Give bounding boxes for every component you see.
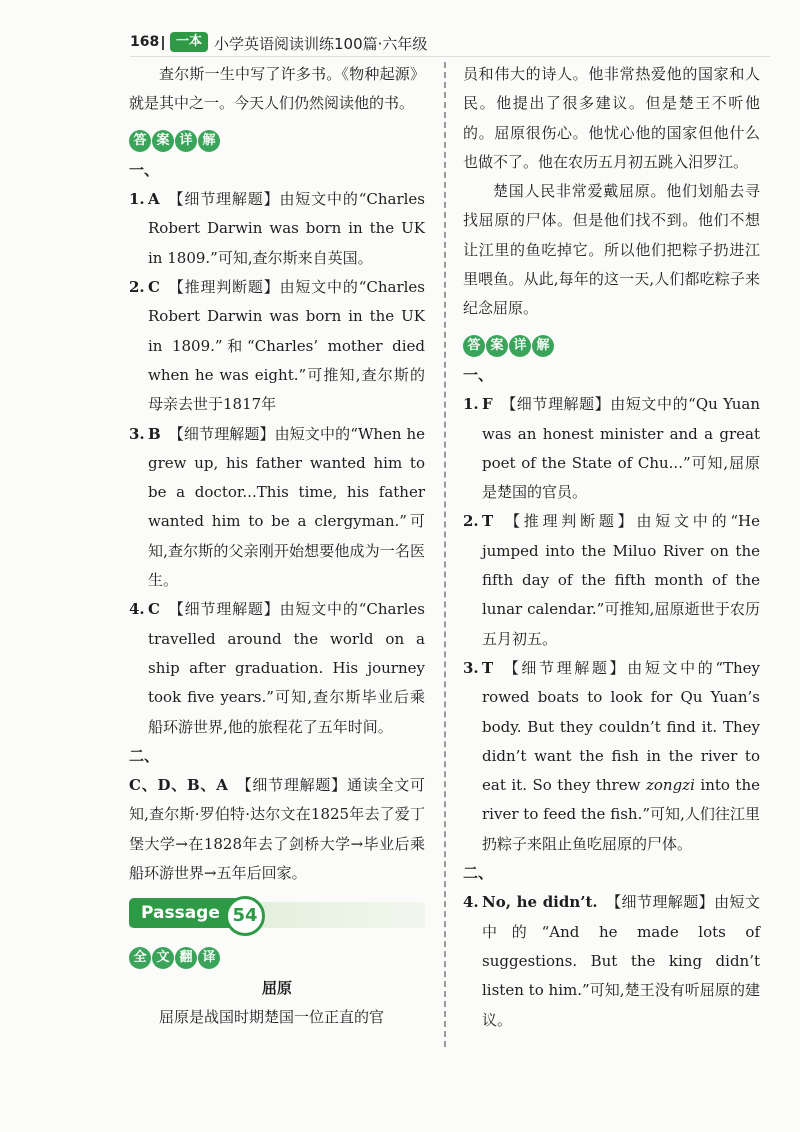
answer-item [463, 654, 760, 859]
answer-item [463, 888, 760, 1034]
badge-char: 解 [532, 335, 554, 357]
answer-item [129, 420, 425, 596]
intro-paragraph: 查尔斯一生中写了许多书。《物种起源》就是其中之一。今天人们仍然阅读他的书。 [129, 65, 425, 113]
item-number: 3. [129, 424, 145, 443]
item-number: 4. [129, 600, 145, 619]
item-number: 1. [129, 190, 145, 209]
passage-banner [129, 896, 425, 930]
answer-letter: T [482, 658, 494, 677]
explanation-continued: into the river to feed the fish.”可知,人们往江里扔粽子来阻止鱼吃屈原的尸体。 [482, 776, 760, 853]
section-heading: 一、 [463, 365, 494, 384]
passage-number: 54 [225, 896, 265, 936]
publisher-logo: 一本 [170, 32, 208, 52]
answer-letter: F [482, 395, 493, 414]
answer-item [129, 595, 425, 741]
badge-char: 详 [509, 335, 531, 357]
header-separator [162, 36, 164, 50]
translation-paragraph: 楚国人民非常爱戴屈原。他们划船去寻找屈原的尸体。但是他们找不到。他们不想让江里的鱼吃掉它。所以他们把粽子扔进江里喂鱼。从此,每年的这一天,人们都吃粽子来纪念屈原。 [463, 182, 760, 318]
answer-letter: T [482, 512, 494, 531]
explanation: 由短文中的“Charles travelled around the world on a ship after graduation. His journey took five years.”可知,查尔斯毕业后乘船环游世界,他的旅程花了五年时间。 [148, 600, 425, 736]
question-type: 【细节理解题】 [500, 395, 611, 414]
answer-letter: C [148, 600, 160, 619]
answer-explanation-badge [463, 330, 555, 359]
question-type: 【细节理解题】 [168, 424, 275, 443]
answer-letter: B [148, 424, 161, 443]
explanation: 由短文中的“Qu Yuan was an honest minister and a great poet of the State of Chu...”可知,屈原是楚国的官员。 [482, 395, 760, 502]
answer-item [129, 185, 425, 273]
item-number: 2. [463, 512, 479, 531]
column-divider [444, 62, 446, 1047]
answer-text: No, he didn’t. [482, 893, 598, 912]
badge-char: 案 [486, 335, 508, 357]
question-type: 【推理判断题】 [501, 512, 637, 531]
badge-char: 答 [463, 335, 485, 357]
explanation: 由短文中的“And he made lots of suggestions. But the king didn’t listen to him.”可知,楚王没有听屈原的建议。 [482, 893, 760, 1029]
answer-item [129, 771, 425, 888]
section-heading: 一、 [129, 160, 160, 179]
explanation: 由短文中的“He jumped into the Miluo River on the fifth day of the fifth month of the lunar calendar.”可推知,屈原逝世于农历五月初五。 [482, 512, 760, 648]
question-type: 【推理判断题】 [167, 278, 280, 297]
question-type: 【细节理解题】 [235, 776, 347, 795]
explanation: 通读全文可知,查尔斯·罗伯特·达尔文在1825年去了爱丁堡大学→在1828年去了剑桥大学→毕业后乘船环游世界→五年后回家。 [129, 776, 425, 883]
translation-paragraph: 屈原是战国时期楚国一位正直的官 [159, 1007, 385, 1026]
item-number: 2. [129, 278, 145, 297]
badge-char: 全 [129, 947, 151, 969]
right-column [463, 60, 760, 1035]
answer-letter: A [148, 190, 160, 209]
badge-char: 翻 [175, 947, 197, 969]
question-type: 【细节理解题】 [501, 658, 628, 677]
question-type: 【细节理解题】 [167, 600, 280, 619]
page-number: 168 [130, 34, 160, 50]
item-number: 3. [463, 658, 479, 677]
explanation: 由短文中的“Charles Robert Darwin was born in the UK in 1809.”可知,查尔斯来自英国。 [148, 190, 425, 267]
answer-item [129, 273, 425, 419]
explanation: 由短文中的“They rowed boats to look for Qu Yuan’s body. But they couldn’t find it. They didn’t want the fish in the river to eat it. So they threw [482, 658, 760, 795]
page-header [130, 30, 770, 56]
answer-sequence: C、D、B、A [129, 776, 228, 795]
explanation: 由短文中的“Charles Robert Darwin was born in the UK in 1809.”和“Charles’ mother died when he was eight.”可推知,查尔斯的母亲去世于1817年 [148, 278, 425, 414]
answer-letter: C [148, 278, 160, 297]
section-heading: 二、 [129, 746, 160, 765]
badge-char: 译 [198, 947, 220, 969]
passage-label: Passage [129, 898, 255, 928]
book-title: 小学英语阅读训练100篇·六年级 [214, 35, 428, 53]
header-rule [130, 56, 770, 57]
badge-char: 详 [175, 130, 197, 152]
badge-char: 解 [198, 130, 220, 152]
section-heading: 二、 [463, 864, 494, 883]
answer-explanation-badge [129, 125, 221, 154]
answer-item [463, 390, 760, 507]
badge-char: 文 [152, 947, 174, 969]
answer-item [463, 507, 760, 653]
full-translation-badge [129, 942, 221, 971]
italic-word: zongzi [645, 776, 695, 795]
translation-paragraph-continued: 员和伟大的诗人。他非常热爱他的国家和人民。他提出了很多建议。但是楚王不听他的。屈原很伤心。他忧心他的国家但他什么也做不了。他在农历五月初五跳入汨罗江。 [463, 65, 760, 171]
left-column [129, 60, 425, 1032]
explanation: 由短文中的“When he grew up, his father wanted him to be a doctor...This time, his father wanted him to be a clergyman.”可知,查尔斯的父亲刚开始想要他成为一名医生。 [148, 424, 425, 590]
badge-char: 案 [152, 130, 174, 152]
badge-char: 答 [129, 130, 151, 152]
translation-title: 屈原 [261, 978, 292, 997]
item-number: 4. [463, 893, 479, 912]
question-type: 【细节理解题】 [167, 190, 280, 209]
question-type: 【细节理解题】 [605, 893, 715, 912]
item-number: 1. [463, 395, 479, 414]
